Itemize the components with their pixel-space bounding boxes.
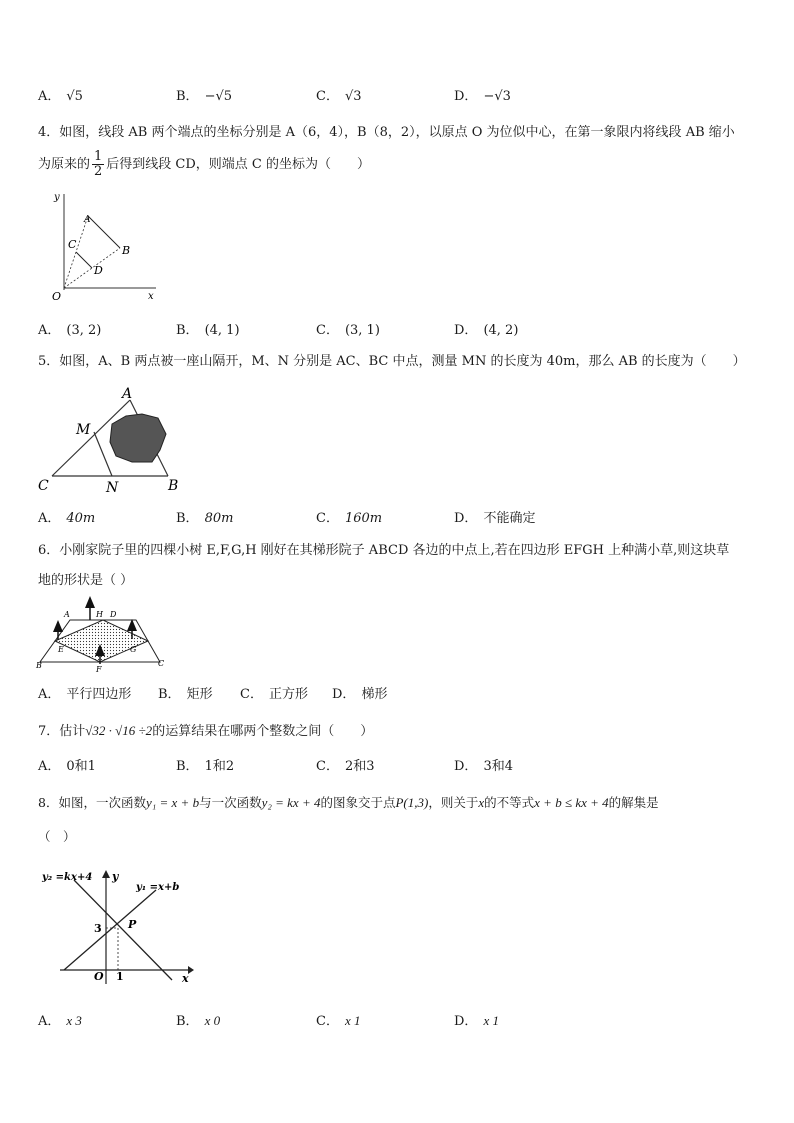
q8-text: 8．如图，一次函数 <box>38 795 146 810</box>
line-y1 <box>64 890 156 970</box>
q8-option-c[interactable] <box>316 1010 360 1033</box>
q5-mountain-diagram <box>36 384 196 496</box>
q8-stem <box>38 790 756 850</box>
q7-option-b[interactable] <box>176 756 234 778</box>
label-c: C <box>158 659 165 668</box>
option-value: 160m <box>344 511 383 526</box>
frac-numerator: 1 <box>94 149 103 164</box>
q3-option-c[interactable] <box>316 86 362 108</box>
q8-inequality: x + b ≤ kx + 4 <box>534 795 609 810</box>
option-value: x 0 <box>204 1013 221 1028</box>
q7-option-a[interactable] <box>38 756 96 778</box>
label-e: E <box>58 645 64 654</box>
q4-option-b[interactable] <box>176 320 240 342</box>
option-letter: B． <box>176 759 199 774</box>
option-letter: D． <box>454 323 478 338</box>
option-value: √5 <box>66 89 83 104</box>
label-3: 3 <box>94 922 102 935</box>
y-axis-arrow-icon <box>102 870 110 878</box>
option-value: (3, 1) <box>344 323 380 338</box>
segment-cd <box>76 252 92 268</box>
segment-mn <box>94 432 112 476</box>
q8-option-b[interactable] <box>176 1010 220 1033</box>
label-b: B <box>122 244 131 257</box>
q8-function-graph <box>38 866 198 990</box>
label-d: D <box>110 610 117 619</box>
label-y1: y₁ =x+b <box>136 882 180 893</box>
tree-e-icon <box>53 620 63 632</box>
q8-options <box>38 1010 758 1032</box>
q7-options <box>38 756 758 778</box>
option-value: 正方形 <box>268 687 308 702</box>
q6-options <box>38 684 758 706</box>
q6-trapezoid-diagram <box>34 592 174 678</box>
label-c: C <box>38 478 49 494</box>
q8-text: 的图象交于点 <box>320 795 396 810</box>
label-o: O <box>52 290 62 303</box>
option-letter: D． <box>454 511 478 526</box>
q7-option-d[interactable] <box>454 756 513 778</box>
option-value: (4, 1) <box>204 323 240 338</box>
option-value: −√3 <box>483 89 511 104</box>
option-letter: D． <box>454 89 478 104</box>
q7-stem <box>38 718 756 745</box>
x-axis-arrow-icon <box>188 966 194 974</box>
option-value: 40m <box>66 511 96 526</box>
q8-var: x <box>478 795 485 810</box>
option-letter: C． <box>316 1014 339 1029</box>
option-letter: B． <box>176 89 199 104</box>
q4-line1: 4．如图，线段 AB 两个端点的坐标分别是 A（6，4），B（8，2），以原点 O 为位似中心，在第一象限内将线段 AB 缩小 <box>38 125 735 140</box>
q4-line2 <box>38 150 756 179</box>
label-y2: y₂ =kx+4 <box>42 872 93 883</box>
label-a: A <box>84 215 91 225</box>
q7-post: 的运算结果在哪两个整数之间（ ） <box>152 724 374 739</box>
option-letter: C． <box>240 687 263 702</box>
option-value: 80m <box>204 511 234 526</box>
q7-pre: 7．估计 <box>38 724 86 739</box>
q6-line1: 6．小刚家院子里的四棵小树 E,F,G,H 刚好在其梯形院子 ABCD 各边的中点上,若在四边形 EFGH 上种满小草,则这块草 <box>38 543 730 558</box>
label-a: A <box>122 386 133 402</box>
option-value: x 3 <box>66 1013 82 1028</box>
q5-option-c[interactable] <box>316 508 382 530</box>
q8-text: 的不等式 <box>484 795 535 810</box>
option-value: (4, 2) <box>483 323 519 338</box>
label-y: y <box>112 870 119 883</box>
option-value: 不能确定 <box>483 511 536 526</box>
option-letter: C． <box>316 511 339 526</box>
q5-options <box>38 508 758 530</box>
q4-option-a[interactable] <box>38 320 101 342</box>
option-letter: B． <box>176 1014 199 1029</box>
option-value: 平行四边形 <box>66 687 132 702</box>
q4-figure <box>44 186 164 306</box>
tree-h-icon <box>85 596 95 608</box>
q6-line2: 地的形状是（ ） <box>38 573 134 588</box>
option-letter: A． <box>38 89 61 104</box>
option-letter: C． <box>316 759 339 774</box>
option-letter: B． <box>158 687 181 702</box>
q8-text: 与一次函数 <box>199 795 262 810</box>
q4-line2-pre: 为原来的 <box>38 157 91 172</box>
q8-line2: （ ） <box>38 829 76 844</box>
option-value: 矩形 <box>186 687 213 702</box>
q6-figure <box>34 592 174 678</box>
option-value: 2和3 <box>344 759 375 774</box>
label-y: y <box>54 192 60 203</box>
option-value: x 1 <box>483 1013 499 1028</box>
label-g: G <box>130 645 137 654</box>
label-c: C <box>68 238 77 251</box>
option-letter: A． <box>38 511 61 526</box>
q5-option-d[interactable] <box>454 508 535 530</box>
label-n: N <box>106 480 119 496</box>
line-y2 <box>74 880 172 980</box>
q7-option-c[interactable] <box>316 756 375 778</box>
q3-options <box>38 86 758 108</box>
q8-line1 <box>38 790 756 816</box>
q8-func-y1: y₁ = x + b <box>145 795 200 810</box>
label-m: M <box>76 422 91 438</box>
option-value: (3, 2) <box>66 323 102 338</box>
option-value: 梯形 <box>361 687 388 702</box>
option-letter: B． <box>176 511 199 526</box>
q6-option-a[interactable] <box>38 684 131 706</box>
label-x: x <box>182 972 189 985</box>
option-letter: D． <box>332 687 356 702</box>
label-o: O <box>94 970 104 983</box>
q5-option-b[interactable] <box>176 508 233 530</box>
q8-option-a[interactable] <box>38 1010 82 1033</box>
q4-options <box>38 320 758 342</box>
q4-fraction <box>92 150 104 179</box>
q4-line2-post: 后得到线段 CD，则端点 C 的坐标为（ ） <box>106 157 371 172</box>
label-b: B <box>168 478 179 494</box>
option-letter: C． <box>316 89 339 104</box>
q3-option-d[interactable] <box>454 86 511 108</box>
option-letter: A． <box>38 687 61 702</box>
q3-option-b[interactable] <box>176 86 232 108</box>
option-letter: C． <box>316 323 339 338</box>
option-value: 0和1 <box>66 759 96 774</box>
label-1: 1 <box>116 970 124 983</box>
segment-ab <box>88 216 120 248</box>
option-value: √3 <box>344 89 362 104</box>
q8-text: ，则关于 <box>428 795 479 810</box>
label-b: B <box>36 661 42 670</box>
q4-stem <box>38 120 756 179</box>
q8-point-p: P(1,3) <box>395 795 429 810</box>
option-value: −√5 <box>204 89 233 104</box>
label-x: x <box>148 291 154 302</box>
option-letter: D． <box>454 759 478 774</box>
q6-option-c[interactable] <box>240 684 308 706</box>
option-value: 1和2 <box>204 759 235 774</box>
q5-figure <box>36 384 196 496</box>
q3-option-a[interactable] <box>38 86 83 108</box>
option-letter: B． <box>176 323 199 338</box>
label-h: H <box>96 610 103 619</box>
q5-text: 5．如图，A、B 两点被一座山隔开，M、N 分别是 AC、BC 中点，测量 MN 的长度为 40m，那么 AB 的长度为（ ） <box>38 354 746 369</box>
option-letter: A． <box>38 759 61 774</box>
q6-stem <box>38 538 756 594</box>
option-letter: A． <box>38 1014 61 1029</box>
q8-option-d[interactable] <box>454 1010 499 1033</box>
q8-text: 的解集是 <box>608 795 659 810</box>
tree-g-icon <box>127 619 137 631</box>
q8-figure <box>38 866 198 990</box>
q8-func-y2: y₂ = kx + 4 <box>261 795 321 810</box>
label-d: D <box>94 264 103 277</box>
q6-option-b[interactable] <box>158 684 213 706</box>
option-letter: D． <box>454 1014 478 1029</box>
q4-option-c[interactable] <box>316 320 380 342</box>
q5-option-a[interactable] <box>38 508 95 530</box>
q4-coordinate-diagram <box>44 186 164 306</box>
label-f: F <box>96 665 102 674</box>
q4-option-d[interactable] <box>454 320 518 342</box>
option-value: x 1 <box>344 1013 361 1028</box>
q7-expression: √32 · √16 ÷2 <box>85 723 153 738</box>
label-a: A <box>64 610 70 619</box>
frac-denominator: 2 <box>94 164 103 179</box>
option-value: 3和4 <box>483 759 513 774</box>
q5-stem <box>38 349 756 375</box>
option-letter: A． <box>38 323 61 338</box>
q6-option-d[interactable] <box>332 684 387 706</box>
label-p: P <box>128 918 137 931</box>
